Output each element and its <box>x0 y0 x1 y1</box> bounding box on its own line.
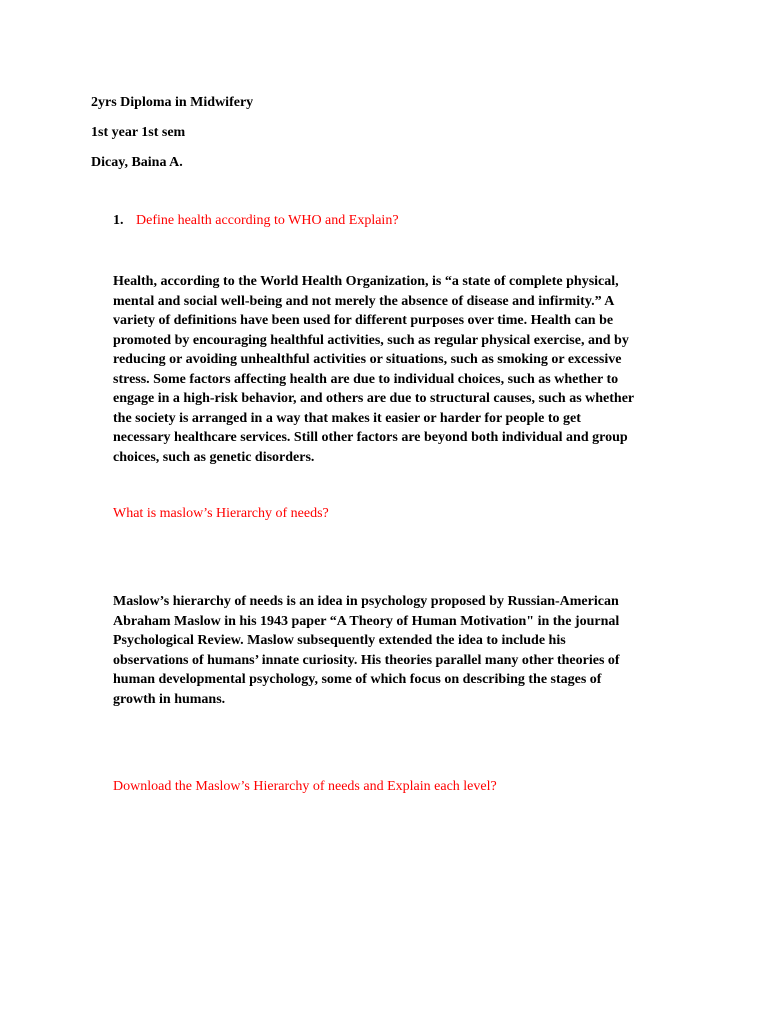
answer-1-line: mental and social well-being and not merely the absence of disease and infirmity.” A <box>113 293 615 309</box>
answer-1-line: choices, such as genetic disorders. <box>113 449 315 465</box>
answer-1-line: engage in a high-risk behavior, and others are due to structural causes, such as whether <box>113 391 635 406</box>
question-2-text: What is maslow’s Hierarchy of needs? <box>113 506 329 521</box>
answer-2-line: Psychological Review. Maslow subsequently extended the idea to include his <box>113 633 566 648</box>
answer-2-line: Maslow’s hierarchy of needs is an idea in psychology proposed by Russian-American <box>113 594 619 609</box>
answer-2-line: growth in humans. <box>113 691 226 707</box>
answer-1-paragraph <box>113 272 673 467</box>
year-semester: 1st year 1st sem <box>91 125 186 140</box>
question-1-number: 1. <box>113 213 124 228</box>
answer-1-line: necessary healthcare services. Still other factors are beyond both individual and group <box>113 430 628 445</box>
answer-1-line: promoted by encouraging healthful activities, such as regular physical exercise, and by <box>113 332 629 348</box>
answer-1-line: the society is arranged in a way that makes it easier or harder for people to get <box>113 410 581 426</box>
question-3-text: Download the Maslow’s Hierarchy of needs and Explain each level? <box>113 779 497 794</box>
answer-1-line: variety of definitions have been used for different purposes over time. Health can be <box>113 313 614 328</box>
answer-2-line: Abraham Maslow in his 1943 paper “A Theory of Human Motivation" in the journal <box>113 613 620 629</box>
student-name: Dicay, Baina A. <box>91 155 183 170</box>
answer-1-line: stress. Some factors affecting health are due to individual choices, such as whether to <box>113 371 619 387</box>
answer-1-line: reducing or avoiding unhealthful activities or situations, such as smoking or excessive <box>113 352 622 367</box>
answer-1-line: Health, according to the World Health Organization, is “a state of complete physical, <box>113 274 619 289</box>
program-title: 2yrs Diploma in Midwifery <box>91 95 254 110</box>
answer-2-line: human developmental psychology, some of which focus on describing the stages of <box>113 672 602 687</box>
answer-2-line: observations of humans’ innate curiosity. His theories parallel many other theories of <box>113 652 620 668</box>
answer-2-paragraph <box>113 592 673 709</box>
question-1-text: Define health according to WHO and Explain? <box>136 213 399 228</box>
